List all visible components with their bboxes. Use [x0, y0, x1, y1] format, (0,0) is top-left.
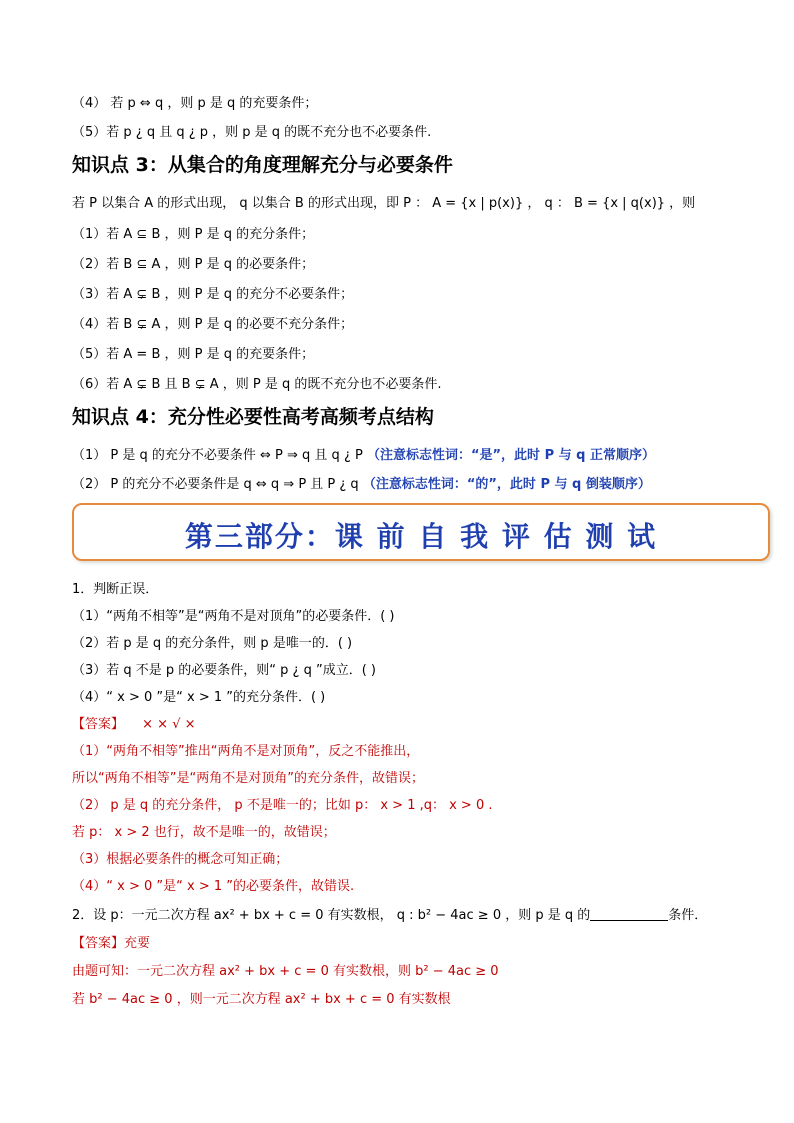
section4-item-1 [72, 447, 655, 465]
section3-item-2: （2）若 B ⊆ A ，则 P 是 q 的必要条件； [72, 257, 315, 272]
q1-item-1: （1）“两角不相等”是“两角不是对顶角”的必要条件．( ) [72, 609, 395, 624]
section4-heading: 知识点 4：充分性必要性高考高频考点结构 [72, 406, 434, 428]
q2-explain-1: 由题可知：一元二次方程 ax² + bx + c = 0 有实数根，则 b² − 4ac ≥ 0 [72, 964, 499, 979]
q1-answer-label: 【答案】 [72, 717, 125, 732]
part3-banner-title: 第三部分：课 前 自 我 评 估 测 试 [184, 520, 658, 553]
section3-item-5: （5）若 A = B ，则 P 是 q 的充要条件； [72, 347, 315, 362]
section3-item-1: （1）若 A ⊆ B ，则 P 是 q 的充分条件； [72, 227, 315, 242]
q1-explain-4: 若 p： x > 2 也行，故不是唯一的，故错误； [72, 825, 336, 840]
q2-answer [72, 935, 150, 953]
q1-answer [72, 716, 196, 734]
q2-stem-before: 2．设 p：一元二次方程 ax² + bx + c = 0 有实数根， q : b² − 4ac ≥ 0 ，则 p 是 q 的 [72, 908, 591, 923]
q1-item-2: （2）若 p 是 q 的充分条件，则 p 是唯一的．( ) [72, 636, 353, 651]
part3-banner [72, 503, 770, 561]
section4-item-2 [72, 476, 651, 494]
q2-explain-2: 若 b² − 4ac ≥ 0 ，则一元二次方程 ax² + bx + c = 0 有实数根 [72, 992, 451, 1007]
section4-item-2-main: （2） P 的充分不必要条件是 q ⇔ q ⇒ P 且 P ¿ q [72, 477, 363, 492]
section4-item-1-note: （注意标志性词：“是”，此时 P 与 q 正常顺序） [366, 448, 655, 463]
q2-answer-label: 【答案】 [72, 936, 125, 951]
q2-answer-value: 充要 [124, 936, 151, 951]
section3-heading: 知识点 3：从集合的角度理解充分与必要条件 [72, 154, 453, 176]
q1-item-4: （4）“ x > 0 ”是“ x > 1 ”的充分条件．( ) [72, 690, 326, 705]
q1-explain-1: （1）“两角不相等”推出“两角不是对顶角”，反之不能推出， [72, 744, 420, 759]
q1-title: 1．判断正误． [72, 582, 159, 597]
line-5-neither: （5）若 p ¿ q 且 q ¿ p ，则 p 是 q 的既不充分也不必要条件. [72, 125, 432, 140]
q1-item-3: （3）若 q 不是 p 的必要条件，则“ p ¿ q ”成立．( ) [72, 663, 376, 678]
section3-item-6: （6）若 A ⊊ B 且 B ⊊ A ，则 P 是 q 的既不充分也不必要条件. [72, 377, 442, 392]
q1-explain-5: （3）根据必要条件的概念可知正确； [72, 852, 289, 867]
section4-item-1-main: （1） P 是 q 的充分不必要条件 ⇔ P ⇒ q 且 q ¿ P [72, 448, 367, 463]
q1-explain-6: （4）“ x > 0 ”是“ x > 1 ”的必要条件，故错误. [72, 879, 355, 894]
q1-explain-3: （2） p 是 q 的充分条件， p 不是唯一的；比如 p： x > 1 ,q： x > 0 . [72, 798, 493, 813]
q2-stem-after: 条件． [668, 908, 708, 923]
section3-intro: 若 P 以集合 A 的形式出现， q 以集合 B 的形式出现，即 P ： A = {x | p(x)} ， q ： B = {x | q(x)} ，则 [72, 196, 696, 211]
q1-explain-2: 所以“两角不相等”是“两角不是对顶角”的充分条件，故错误； [72, 771, 424, 786]
section3-item-4: （4）若 B ⊊ A ，则 P 是 q 的必要不充分条件； [72, 317, 354, 332]
q2-stem [72, 906, 707, 925]
section4-item-2-note: （注意标志性词：“的”，此时 P 与 q 倒装顺序） [362, 477, 651, 492]
section3-item-3: （3）若 A ⊊ B ，则 P 是 q 的充分不必要条件； [72, 287, 354, 302]
q1-answer-marks: × × √ × [142, 717, 196, 732]
line-4-iff: （4） 若 p ⇔ q ，则 p 是 q 的充要条件； [72, 96, 318, 111]
q2-answer-blank [590, 906, 668, 921]
